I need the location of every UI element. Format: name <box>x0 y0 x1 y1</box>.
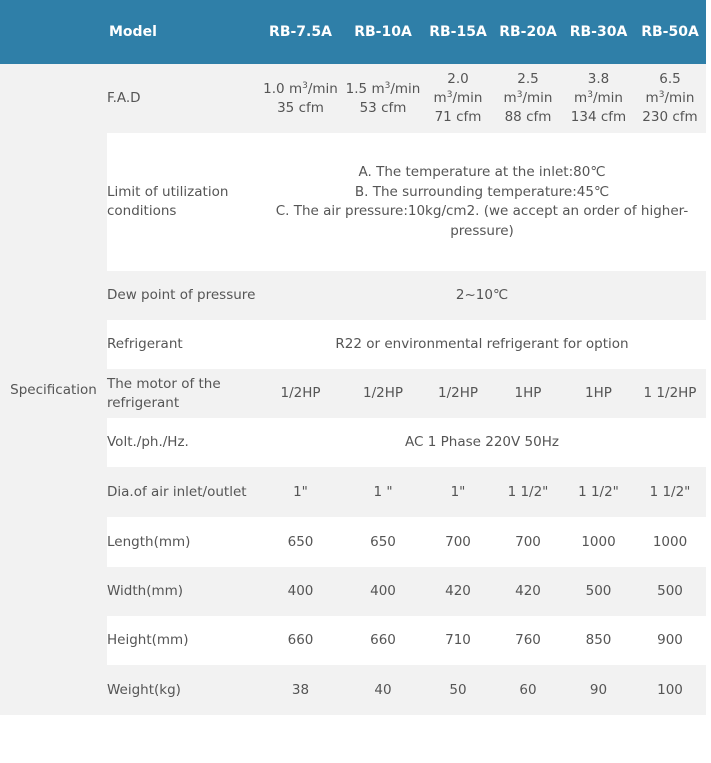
row-label-height: Height(mm) <box>107 616 258 665</box>
fad-cell <box>563 64 634 133</box>
fad-flow-unit-exponent: 3 <box>658 90 665 100</box>
fad-cell <box>258 64 343 133</box>
height-cell: 760 <box>493 616 563 665</box>
weight-cell: 60 <box>493 665 563 715</box>
motor-cell: 1/2HP <box>423 369 493 418</box>
motor-cell: 1/2HP <box>343 369 423 418</box>
specification-group-label: Specification <box>0 64 107 715</box>
row-label-volt: Volt./ph./Hz. <box>107 418 258 467</box>
fad-flow-unit-suffix: /min <box>390 80 421 97</box>
fad-flow-value: 1.0 <box>263 80 285 97</box>
row-label-dew-point: Dew point of pressure <box>107 271 258 320</box>
row-label-weight: Weight(kg) <box>107 665 258 715</box>
length-cell: 1000 <box>634 517 706 567</box>
limit-line-c: C. The air pressure:10kg/cm2. (we accept an order of higher-pressure) <box>275 203 689 239</box>
fad-flow-unit-suffix: /min <box>592 90 623 106</box>
motor-cell: 1HP <box>563 369 634 418</box>
fad-flow-unit: m <box>574 90 588 106</box>
width-cell: 500 <box>563 567 634 616</box>
weight-cell: 40 <box>343 665 423 715</box>
fad-cell <box>343 64 423 133</box>
fad-flow-unit-exponent: 3 <box>587 90 593 100</box>
fad-flow-unit: m <box>371 80 385 97</box>
dia-cell: 1 " <box>343 467 423 517</box>
fad-flow-unit-suffix: /min <box>307 80 338 97</box>
height-cell: 900 <box>634 616 706 665</box>
header-row <box>0 0 706 64</box>
dew-point-value: 2~10℃ <box>258 271 706 320</box>
refrigerant-value: R22 or environmental refrigerant for option <box>258 320 706 369</box>
fad-flow-unit: m <box>288 80 303 97</box>
fad-flow-unit: m <box>503 90 517 106</box>
weight-cell: 90 <box>563 665 634 715</box>
length-cell: 650 <box>258 517 343 567</box>
width-cell: 420 <box>493 567 563 616</box>
weight-cell: 38 <box>258 665 343 715</box>
limit-conditions-cell <box>258 133 706 271</box>
height-cell: 710 <box>423 616 493 665</box>
model-header-rb-30a: RB-30A <box>569 24 628 40</box>
fad-flow-unit-exponent: 3 <box>516 90 523 100</box>
motor-cell: 1/2HP <box>258 369 343 418</box>
model-header-rb-20a: RB-20A <box>499 24 557 40</box>
fad-flow-unit: m <box>433 90 447 106</box>
fad-cell <box>634 64 706 133</box>
dia-cell: 1 1/2" <box>563 467 634 517</box>
width-cell: 420 <box>423 567 493 616</box>
row-label-motor: The motor of the refrigerant <box>107 369 258 418</box>
height-cell: 850 <box>563 616 634 665</box>
length-cell: 650 <box>343 517 423 567</box>
height-cell: 660 <box>258 616 343 665</box>
model-header-label: Model <box>109 24 157 40</box>
weight-cell: 50 <box>423 665 493 715</box>
fad-cfm-value: 88 cfm <box>504 109 552 125</box>
limit-line-a: A. The temperature at the inlet:80℃ <box>358 164 606 180</box>
fad-flow-unit-suffix: /min <box>522 90 553 106</box>
volt-value: AC 1 Phase 220V 50Hz <box>258 418 706 467</box>
fad-cfm-value: 71 cfm <box>434 109 482 125</box>
dia-cell: 1 1/2" <box>634 467 706 517</box>
row-label-refrigerant: Refrigerant <box>107 320 258 369</box>
fad-cell <box>423 64 493 133</box>
fad-cell <box>493 64 563 133</box>
model-header-rb-10a: RB-10A <box>354 24 412 40</box>
length-cell: 700 <box>423 517 493 567</box>
row-label-fad: F.A.D <box>107 64 258 133</box>
length-cell: 1000 <box>563 517 634 567</box>
width-cell: 400 <box>258 567 343 616</box>
fad-flow-value: 2.0 <box>447 71 469 87</box>
model-header-rb-7-5a: RB-7.5A <box>269 24 332 40</box>
model-header-rb-15a: RB-15A <box>429 24 487 40</box>
fad-flow-unit-suffix: /min <box>452 90 483 106</box>
row-label-width: Width(mm) <box>107 567 258 616</box>
dia-cell: 1" <box>258 467 343 517</box>
dia-cell: 1" <box>423 467 493 517</box>
motor-cell: 1HP <box>493 369 563 418</box>
fad-flow-unit-exponent: 3 <box>384 80 391 91</box>
row-fad <box>0 64 706 133</box>
row-label-limit-conditions: Limit of utilization conditions <box>107 133 258 271</box>
fad-flow-value: 2.5 <box>517 71 539 87</box>
fad-flow-unit-suffix: /min <box>664 90 695 106</box>
fad-flow-unit-exponent: 3 <box>446 90 453 100</box>
row-label-length: Length(mm) <box>107 517 258 567</box>
motor-cell: 1 1/2HP <box>634 369 706 418</box>
limit-line-b: B. The surrounding temperature:45℃ <box>354 183 610 200</box>
width-cell: 500 <box>634 567 706 616</box>
fad-cfm-value: 35 cfm <box>277 99 324 116</box>
fad-cfm-value: 230 cfm <box>642 109 698 125</box>
fad-cfm-value: 53 cfm <box>359 99 407 116</box>
fad-cfm-value: 134 cfm <box>570 109 627 125</box>
width-cell: 400 <box>343 567 423 616</box>
fad-flow-value: 3.8 <box>587 71 610 87</box>
fad-flow-unit-exponent: 3 <box>302 80 308 91</box>
height-cell: 660 <box>343 616 423 665</box>
model-header-rb-50a: RB-50A <box>641 24 699 40</box>
fad-flow-unit: m <box>645 90 659 106</box>
fad-flow-value: 6.5 <box>659 71 681 87</box>
row-label-dia: Dia.of air inlet/outlet <box>107 467 258 517</box>
weight-cell: 100 <box>634 665 706 715</box>
length-cell: 700 <box>493 517 563 567</box>
header-corner <box>0 0 107 64</box>
dia-cell: 1 1/2" <box>493 467 563 517</box>
fad-flow-value: 1.5 <box>345 80 368 97</box>
